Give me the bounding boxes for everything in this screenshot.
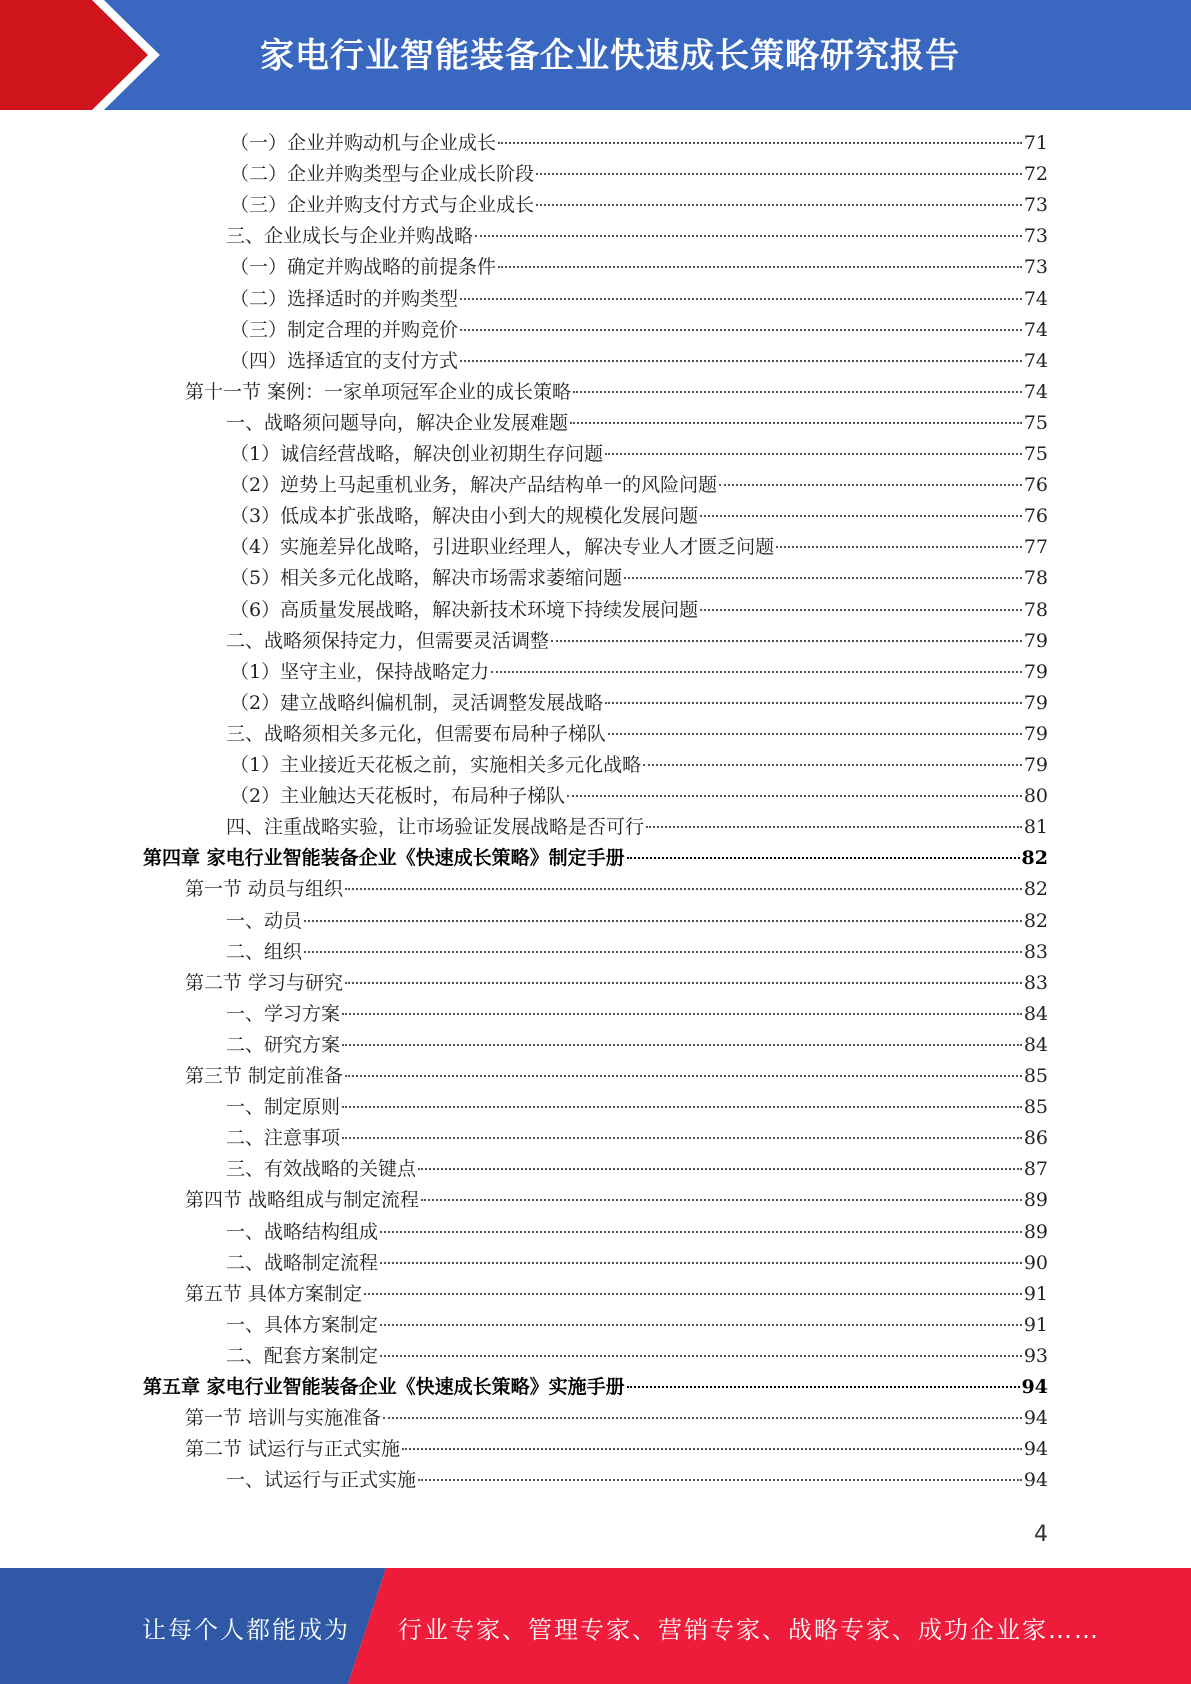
- toc-entry-label: 第四章 家电行业智能装备企业《快速成长策略》制定手册: [143, 847, 625, 870]
- toc-entry-label: （一）企业并购动机与企业成长: [230, 132, 497, 154]
- toc-dot-leader: [418, 1168, 1022, 1170]
- toc-entry-page: 91: [1023, 1282, 1048, 1305]
- toc-entry-page: 79: [1023, 691, 1048, 714]
- toc-entry-page: 74: [1023, 349, 1048, 372]
- toc-dot-leader: [342, 1106, 1022, 1108]
- toc-entry-label: 第四节 战略组成与制定流程: [185, 1189, 420, 1212]
- toc-dot-leader: [418, 1479, 1022, 1481]
- toc-entry-label: （2）逆势上马起重机业务，解决产品结构单一的风险问题: [230, 474, 718, 497]
- toc-entry-label: （一）确定并购战略的前提条件: [230, 256, 497, 279]
- toc-dot-leader: [460, 360, 1022, 362]
- toc-dot-leader: [498, 142, 1022, 144]
- toc-dot-leader: [402, 1448, 1022, 1450]
- toc-row[interactable]: [230, 781, 1048, 812]
- toc-entry-page: 84: [1023, 1033, 1048, 1056]
- toc-dot-leader: [380, 1231, 1022, 1233]
- toc-entry-label: 三、有效战略的关键点: [226, 1158, 417, 1181]
- footer-slogan-left: 让每个人都能成为: [142, 1616, 350, 1644]
- toc-entry-page: 75: [1023, 443, 1048, 465]
- toc-entry-label: 第五节 具体方案制定: [185, 1282, 363, 1305]
- toc-row[interactable]: [226, 1123, 1048, 1154]
- toc-row[interactable]: [226, 1248, 1048, 1279]
- toc-entry-label: （4）实施差异化战略，引进职业经理人，解决专业人才匮乏问题: [230, 536, 775, 559]
- toc-dot-leader: [567, 795, 1022, 797]
- toc-entry-page: 93: [1023, 1344, 1048, 1367]
- toc-entry-label: 一、战略须问题导向，解决企业发展难题: [226, 411, 569, 434]
- toc-row[interactable]: [226, 906, 1048, 937]
- toc-entry-label: 第二节 试运行与正式实施: [185, 1438, 401, 1461]
- toc-entry-label: （1）坚守主业，保持战略定力: [230, 660, 490, 683]
- toc-dot-leader: [573, 391, 1022, 393]
- toc-entry-page: 74: [1023, 287, 1048, 310]
- toc-entry-label: 第一节 动员与组织: [185, 878, 344, 901]
- toc-entry-label: （5）相关多元化战略，解决市场需求萎缩问题: [230, 567, 623, 590]
- toc-entry-label: （2）主业触达天花板时，布局种子梯队: [230, 785, 566, 808]
- toc-entry-page: 73: [1023, 256, 1048, 279]
- toc-entry-label: 第三节 制定前准备: [185, 1065, 344, 1087]
- toc-row[interactable]: [230, 346, 1048, 377]
- toc-row[interactable]: [230, 750, 1048, 781]
- toc-dot-leader: [536, 204, 1022, 206]
- toc-entry-label: （三）企业并购支付方式与企业成长: [230, 194, 535, 217]
- report-header: [0, 0, 1191, 110]
- toc-row[interactable]: [226, 1154, 1048, 1185]
- toc-row[interactable]: [226, 1465, 1048, 1496]
- toc-row[interactable]: [230, 501, 1048, 532]
- toc-entry-page: 80: [1023, 785, 1048, 808]
- toc-dot-leader: [304, 920, 1022, 922]
- toc-dot-leader: [304, 951, 1022, 953]
- toc-row[interactable]: [185, 874, 1048, 905]
- toc-row[interactable]: [226, 1310, 1048, 1341]
- toc-entry-label: 二、战略须保持定力，但需要灵活调整: [226, 629, 550, 652]
- toc-row[interactable]: [230, 532, 1048, 563]
- toc-row[interactable]: [230, 128, 1048, 159]
- toc-entry-label: 第一节 培训与实施准备: [185, 1407, 382, 1430]
- toc-dot-leader: [551, 640, 1022, 642]
- toc-row[interactable]: [226, 1092, 1048, 1123]
- toc-entry-page: 94: [1023, 1407, 1048, 1430]
- toc-entry-label: 三、企业成长与企业并购战略: [226, 225, 474, 248]
- toc-row[interactable]: [230, 284, 1048, 315]
- toc-row[interactable]: [226, 937, 1048, 968]
- toc-entry-label: （1）主业接近天花板之前，实施相关多元化战略: [230, 754, 642, 776]
- toc-entry-label: 二、配套方案制定: [226, 1344, 379, 1367]
- toc-dot-leader: [342, 1013, 1022, 1015]
- toc-entry-page: 85: [1023, 1096, 1048, 1119]
- toc-dot-leader: [700, 609, 1022, 611]
- toc-dot-leader: [380, 1324, 1022, 1326]
- toc-entry-page: 76: [1023, 474, 1048, 497]
- toc-entry-page: 78: [1023, 598, 1048, 621]
- toc-entry-page: 82: [1023, 909, 1048, 932]
- toc-entry-page: 94: [1023, 1469, 1048, 1492]
- toc-entry-label: （二）企业并购类型与企业成长阶段: [230, 163, 535, 186]
- toc-row[interactable]: [185, 1434, 1048, 1465]
- toc-entry-label: 一、学习方案: [226, 1002, 341, 1025]
- toc-row[interactable]: [226, 1030, 1048, 1061]
- toc-entry-label: （3）低成本扩张战略，解决由小到大的规模化发展问题: [230, 505, 699, 528]
- toc-entry-label: 第十一节 案例：一家单项冠军企业的成长策略: [185, 380, 572, 403]
- toc-dot-leader: [646, 826, 1022, 828]
- toc-entry-page: 75: [1023, 411, 1048, 434]
- toc-entry-page: 73: [1023, 225, 1048, 248]
- toc-entry-page: 86: [1023, 1127, 1048, 1150]
- report-footer: [0, 1568, 1191, 1684]
- toc-dot-leader: [605, 702, 1022, 704]
- toc-row[interactable]: [230, 657, 1048, 688]
- toc-row[interactable]: [226, 221, 1048, 252]
- toc-row[interactable]: [230, 470, 1048, 501]
- toc-entry-page: 78: [1023, 567, 1048, 590]
- report-title: 家电行业智能装备企业快速成长策略研究报告: [260, 36, 960, 76]
- toc-dot-leader: [605, 453, 1022, 455]
- toc-entry-page: 83: [1023, 971, 1048, 994]
- toc-entry-label: 一、制定原则: [226, 1096, 341, 1119]
- toc-dot-leader: [627, 1386, 1020, 1388]
- toc-row[interactable]: [226, 626, 1048, 657]
- toc-dot-leader: [608, 733, 1022, 735]
- toc-dot-leader: [342, 1137, 1022, 1139]
- toc-entry-page: 72: [1023, 163, 1048, 186]
- toc-dot-leader: [364, 1293, 1022, 1295]
- toc-row[interactable]: [230, 595, 1048, 626]
- toc-dot-leader: [380, 1355, 1022, 1357]
- toc-dot-leader: [475, 235, 1022, 237]
- toc-entry-page: 89: [1023, 1189, 1048, 1212]
- toc-row[interactable]: [226, 1341, 1048, 1372]
- toc-dot-leader: [570, 422, 1022, 424]
- toc-dot-leader: [643, 764, 1022, 766]
- toc-entry-label: （1）诚信经营战略，解决创业初期生存问题: [230, 443, 604, 465]
- toc-row[interactable]: [185, 1403, 1048, 1434]
- toc-entry-page: 81: [1023, 816, 1048, 839]
- toc-row[interactable]: [185, 1185, 1048, 1216]
- toc-entry-label: （三）制定合理的并购竞价: [230, 318, 459, 341]
- toc-row[interactable]: [226, 812, 1048, 843]
- toc-entry-page: 89: [1023, 1220, 1048, 1243]
- toc-chapter-row[interactable]: [143, 1372, 1048, 1403]
- toc-row[interactable]: [185, 377, 1048, 408]
- toc-dot-leader: [498, 266, 1022, 268]
- toc-entry-page: 82: [1023, 878, 1048, 901]
- toc-dot-leader: [624, 577, 1022, 579]
- toc-entry-label: 一、战略结构组成: [226, 1220, 379, 1243]
- toc-entry-label: 二、战略制定流程: [226, 1251, 379, 1274]
- toc-entry-page: 79: [1023, 660, 1048, 683]
- toc-entry-page: 79: [1023, 754, 1048, 776]
- toc-dot-leader: [536, 173, 1022, 175]
- toc-entry-label: 一、动员: [226, 909, 303, 932]
- toc-entry-label: 一、具体方案制定: [226, 1313, 379, 1336]
- toc-dot-leader: [345, 888, 1022, 890]
- toc-entry-page: 82: [1021, 847, 1048, 870]
- toc-entry-page: 79: [1023, 722, 1048, 745]
- toc-row[interactable]: [230, 190, 1048, 221]
- toc-entry-page: 77: [1023, 536, 1048, 559]
- toc-row[interactable]: [226, 719, 1048, 750]
- toc-dot-leader: [700, 515, 1022, 517]
- toc-entry-page: 84: [1023, 1002, 1048, 1025]
- toc-row[interactable]: [185, 1061, 1048, 1092]
- toc-dot-leader: [421, 1199, 1022, 1201]
- toc-entry-page: 74: [1023, 380, 1048, 403]
- toc-entry-page: 85: [1023, 1065, 1048, 1087]
- toc-entry-page: 94: [1023, 1438, 1048, 1461]
- toc-row[interactable]: [230, 688, 1048, 719]
- toc-entry-label: （二）选择适时的并购类型: [230, 287, 459, 310]
- toc-row[interactable]: [185, 1279, 1048, 1310]
- toc-entry-label: 三、战略须相关多元化，但需要布局种子梯队: [226, 722, 607, 745]
- toc-dot-leader: [460, 329, 1022, 331]
- toc-entry-label: 四、注重战略实验，让市场验证发展战略是否可行: [226, 816, 645, 839]
- toc-entry-page: 90: [1023, 1251, 1048, 1274]
- toc-row[interactable]: [230, 315, 1048, 346]
- toc-dot-leader: [627, 857, 1020, 859]
- toc-row[interactable]: [226, 999, 1048, 1030]
- toc-row[interactable]: [230, 252, 1048, 283]
- toc-entry-page: 71: [1023, 132, 1048, 154]
- toc-entry-label: 二、研究方案: [226, 1033, 341, 1056]
- toc-entry-page: 74: [1023, 318, 1048, 341]
- page-number: 4: [1034, 1522, 1048, 1547]
- toc-entry-label: 二、组织: [226, 940, 303, 963]
- toc-row[interactable]: [226, 1217, 1048, 1248]
- toc-entry-page: 83: [1023, 940, 1048, 963]
- toc-entry-page: 94: [1021, 1376, 1048, 1398]
- toc-entry-label: 二、注意事项: [226, 1127, 341, 1150]
- footer-slogan-right: 行业专家、管理专家、营销专家、战略专家、成功企业家……: [398, 1616, 1100, 1644]
- toc-entry-label: （四）选择适宜的支付方式: [230, 349, 459, 372]
- toc-dot-leader: [342, 1044, 1022, 1046]
- toc-row[interactable]: [230, 439, 1048, 470]
- toc-entry-page: 76: [1023, 505, 1048, 528]
- toc-dot-leader: [345, 1075, 1022, 1077]
- toc-entry-label: （6）高质量发展战略，解决新技术环境下持续发展问题: [230, 598, 699, 621]
- toc-entry-label: 第二节 学习与研究: [185, 971, 344, 994]
- toc-dot-leader: [776, 546, 1022, 548]
- toc-row[interactable]: [230, 159, 1048, 190]
- toc-row[interactable]: [185, 968, 1048, 999]
- toc-entry-page: 91: [1023, 1313, 1048, 1336]
- toc-dot-leader: [380, 1262, 1022, 1264]
- toc-entry-page: 79: [1023, 629, 1048, 652]
- toc-entry-page: 73: [1023, 194, 1048, 217]
- toc-entry-page: 87: [1023, 1158, 1048, 1181]
- toc-dot-leader: [719, 484, 1022, 486]
- toc-row[interactable]: [230, 563, 1048, 594]
- toc-dot-leader: [345, 982, 1022, 984]
- toc-entry-label: 第五章 家电行业智能装备企业《快速成长策略》实施手册: [143, 1376, 625, 1398]
- toc-entry-label: （2）建立战略纠偏机制，灵活调整发展战略: [230, 691, 604, 714]
- toc-row[interactable]: [226, 408, 1048, 439]
- toc-dot-leader: [383, 1417, 1022, 1419]
- toc-dot-leader: [491, 671, 1022, 673]
- toc-dot-leader: [460, 298, 1022, 300]
- toc-chapter-row[interactable]: [143, 843, 1048, 874]
- toc-entry-label: 一、试运行与正式实施: [226, 1469, 417, 1492]
